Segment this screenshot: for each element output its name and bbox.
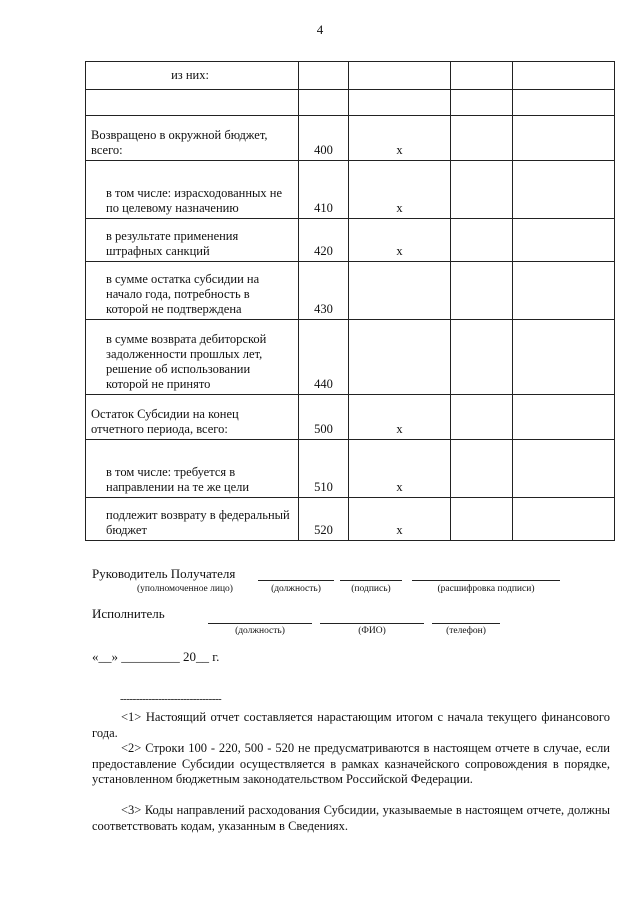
row-value-1[interactable] <box>349 62 451 90</box>
row-value-1[interactable] <box>349 320 451 395</box>
row-value-3[interactable] <box>513 440 615 498</box>
row-value-1[interactable] <box>349 262 451 320</box>
row-label: Остаток Субсидии на конец отчетного периода, всего: <box>86 395 299 440</box>
table-row <box>86 498 615 541</box>
executor-fio-caption: (ФИО) <box>358 626 386 636</box>
row-value-3[interactable] <box>513 161 615 219</box>
footnote-3: <3> Коды направлений расходования Субсидии, указываемые в настоящем отчете, должны соответствовать кодам, указанным в Сведениях. <box>92 803 610 833</box>
row-value-2[interactable] <box>451 161 513 219</box>
head-sub-caption: (уполномоченное лицо) <box>137 584 233 594</box>
signature-caption: (подпись) <box>351 584 391 594</box>
row-value-2[interactable] <box>451 219 513 262</box>
head-position-line[interactable] <box>258 566 334 581</box>
table-row <box>86 116 615 161</box>
row-value-2[interactable] <box>451 440 513 498</box>
executor-phone-caption: (телефон) <box>446 626 486 636</box>
row-label: подлежит возврату в федеральный бюджет <box>86 498 299 541</box>
footnote-1: <1> Настоящий отчет составляется нарастающим итогом с начала текущего финансового года. <box>92 710 610 740</box>
row-value-3[interactable] <box>513 262 615 320</box>
table-row <box>86 219 615 262</box>
table-row <box>86 90 615 116</box>
row-code: 510 <box>299 440 349 498</box>
row-value-3[interactable] <box>513 116 615 161</box>
table-row <box>86 262 615 320</box>
report-table <box>85 61 615 541</box>
table-row <box>86 62 615 90</box>
decoding-caption: (расшифровка подписи) <box>437 584 535 594</box>
row-label: в сумме возврата дебиторской задолженности прошлых лет, решение об использовании которой не принято <box>86 320 299 395</box>
row-value-3[interactable] <box>513 62 615 90</box>
row-value-2[interactable] <box>451 320 513 395</box>
row-code: 420 <box>299 219 349 262</box>
row-value-1[interactable]: x <box>349 219 451 262</box>
row-label: в том числе: израсходованных не по целевому назначению <box>86 161 299 219</box>
table-row <box>86 161 615 219</box>
row-label <box>86 90 299 116</box>
row-label: в результате применения штрафных санкций <box>86 219 299 262</box>
head-decoding-line[interactable] <box>412 566 560 581</box>
row-code: 410 <box>299 161 349 219</box>
row-label: в том числе: требуется в направлении на те же цели <box>86 440 299 498</box>
row-value-1[interactable]: x <box>349 395 451 440</box>
head-signature-line[interactable] <box>340 566 402 581</box>
page-number: 4 <box>316 22 324 37</box>
row-value-3[interactable] <box>513 395 615 440</box>
row-code: 520 <box>299 498 349 541</box>
row-value-2[interactable] <box>451 116 513 161</box>
row-value-2[interactable] <box>451 262 513 320</box>
table-row <box>86 440 615 498</box>
row-code: 440 <box>299 320 349 395</box>
row-code <box>299 90 349 116</box>
row-value-3[interactable] <box>513 320 615 395</box>
row-value-1[interactable]: x <box>349 161 451 219</box>
row-label: Возвращено в окружной бюджет, всего: <box>86 116 299 161</box>
row-value-1[interactable]: x <box>349 116 451 161</box>
head-label: Руководитель Получателя <box>92 566 236 581</box>
row-code: 400 <box>299 116 349 161</box>
footnote-separator: -------------------------------- <box>120 693 222 705</box>
executor-position-caption: (должность) <box>235 626 285 636</box>
table-row <box>86 320 615 395</box>
executor-position-line[interactable] <box>208 609 312 624</box>
executor-phone-line[interactable] <box>432 609 500 624</box>
date-line[interactable]: «__» _________ 20__ г. <box>92 649 220 664</box>
row-code: 500 <box>299 395 349 440</box>
footnote-2: <2> Строки 100 - 220, 500 - 520 не предусматриваются в настоящем отчете в случае, если предоставление Субсидии осуществляется в рамках казначейского сопровождения в порядке, установленном бюджетным законодательством Российской Федерации. <box>92 741 610 786</box>
row-value-3[interactable] <box>513 90 615 116</box>
row-value-2[interactable] <box>451 498 513 541</box>
row-value-1[interactable] <box>349 90 451 116</box>
row-code: 430 <box>299 262 349 320</box>
table-row <box>86 395 615 440</box>
row-value-3[interactable] <box>513 219 615 262</box>
row-value-1[interactable]: x <box>349 498 451 541</box>
report-table-body <box>86 62 615 541</box>
row-value-2[interactable] <box>451 90 513 116</box>
row-value-2[interactable] <box>451 395 513 440</box>
row-value-1[interactable]: x <box>349 440 451 498</box>
row-value-3[interactable] <box>513 498 615 541</box>
row-label: в сумме остатка субсидии на начало года, потребность в которой не подтверждена <box>86 262 299 320</box>
row-label: из них: <box>86 62 299 90</box>
executor-fio-line[interactable] <box>320 609 424 624</box>
position-caption: (должность) <box>271 584 321 594</box>
row-value-2[interactable] <box>451 62 513 90</box>
row-code <box>299 62 349 90</box>
executor-label: Исполнитель <box>92 606 165 621</box>
